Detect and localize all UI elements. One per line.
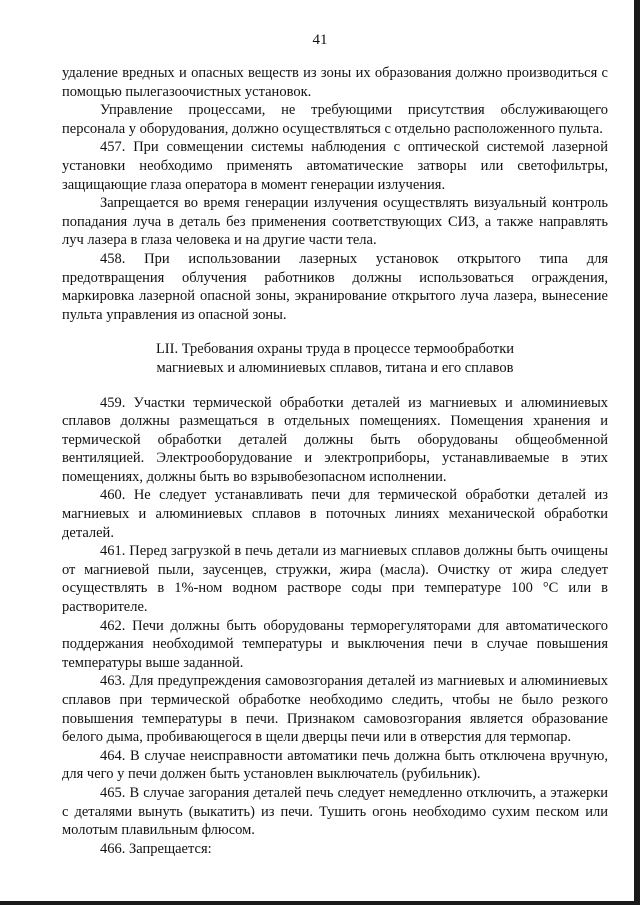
paragraph: 462. Печи должны быть оборудованы терморегуляторами для автоматического поддержания необходимой температуры и выключения печи в случае повышения температуры выше заданной.	[62, 617, 608, 671]
paragraph: 464. В случае неисправности автоматики печь должна быть отключена вручную, для чего у печи должен быть установлен выключатель (рубильник).	[62, 747, 608, 783]
paragraph: 461. Перед загрузкой в печь детали из магниевых сплавов должны быть очищены от магниевой пыли, заусенцев, стружки, жира (масла). Очистку от жира следует осуществлять в 1%-ном водном растворе соды при температуре 100 °С или в растворителе.	[62, 543, 608, 616]
page-number: 41	[312, 32, 328, 48]
scan-edge-bottom	[0, 901, 640, 905]
paragraph: удаление вредных и опасных веществ из зоны их образования должно производиться с помощью пылегазоочистных установок.	[62, 65, 608, 100]
paragraph: 460. Не следует устанавливать печи для термической обработки деталей из магниевых и алюминиевых сплавов в поточных линиях механической обработки деталей.	[62, 487, 608, 541]
section-heading-line: магниевых и алюминиевых сплавов, титана и его сплавов	[156, 359, 514, 376]
scan-edge-right	[634, 0, 640, 905]
paragraph: Управление процессами, не требующими присутствия обслуживающего персонала у оборудования, должно осуществляться с отдельно расположенного пульта.	[62, 102, 608, 137]
paragraph: 457. При совмещении системы наблюдения с оптической системой лазерной установки необходимо применять автоматические затворы или светофильтры, защищающие глаза оператора в момент генерации излучения.	[62, 139, 608, 193]
section-heading-line: LII. Требования охраны труда в процессе термообработки	[155, 341, 515, 358]
paragraph: 463. Для предупреждения самовозгорания деталей из магниевых и алюминиевых сплавов при термической обработке необходимо следить, чтобы не было резкого повышения температуры в печи. Признаком самовозгорания является образование белого дыма, пробивающегося в щели дверцы печи или в отверстия для термопар.	[62, 673, 608, 746]
paragraph: 459. Участки термической обработки деталей из магниевых и алюминиевых сплавов должны размещаться в отдельных помещениях. Помещения хранения и термической обработки деталей должны быть оборудованы общеобменной вентиляцией. Электрооборудование и электроприборы, устанавливаемые в этих помещениях, должны быть во взрывобезопасном исполнении.	[62, 394, 608, 485]
document-body	[62, 64, 608, 858]
paragraph: 458. При использовании лазерных установок открытого типа для предотвращения облучения работников должны использоваться ограждения, маркировка лазерной опасной зоны, экранирование открытого луча лазера, вынесение пульта управления из опасной зоны.	[62, 250, 608, 323]
section-heading	[62, 340, 608, 377]
paragraph: 466. Запрещается:	[100, 840, 212, 857]
paragraph: 465. В случае загорания деталей печь следует немедленно отключить, а этажерки с деталями вынуть (выкатить) из печи. Тушить огонь необходимо сухим песком или молотым плавильным флюсом.	[62, 784, 608, 839]
paragraph: Запрещается во время генерации излучения осуществлять визуальный контроль попадания луча в деталь без применения соответствующих СИЗ, а также направлять луч лазера в глаза человека и на другие части тела.	[62, 195, 608, 249]
